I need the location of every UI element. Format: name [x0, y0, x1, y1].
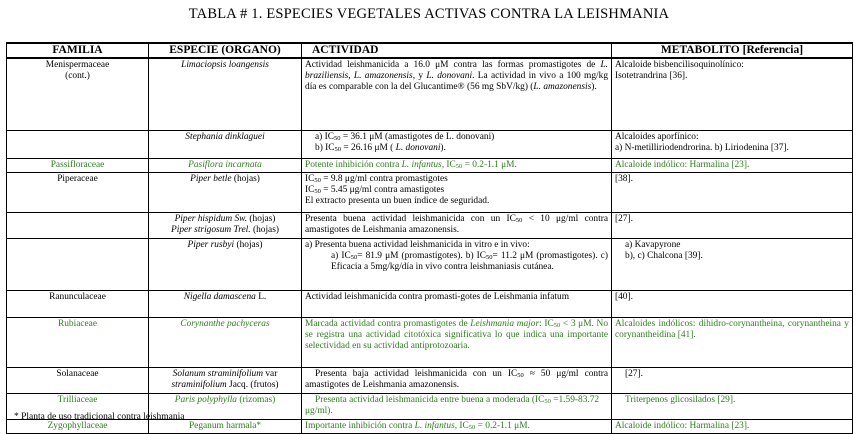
footnote: * Planta de uso tradicional contra leishmania [14, 412, 185, 422]
header-especie: ESPECIE (ORGANO) [149, 43, 302, 58]
cell-familia: Trilliaceae [7, 393, 149, 419]
cell-familia: Zygophyllaceae [7, 419, 149, 433]
table-row [7, 317, 853, 367]
table-row [7, 158, 853, 172]
table-row [7, 367, 853, 393]
cell-actividad: Marcada actividad contra promastigotes de Leishmania major: $IC_{50} < 3$ μM. No se registra una actividad citotóxica significativa lo que indica una importante selectividad en su actividad antiprotozoaria. [302, 317, 612, 367]
cell-familia: Ranunculaceae [7, 290, 149, 317]
cell-metabolito: [27]. [612, 367, 853, 393]
cell-metabolito: [27]. [612, 212, 853, 238]
cell-actividad: Importante inhibición contra L. infantus, $IC_{50} = 0.2-1.1$ μM. [302, 419, 612, 433]
table-row [7, 130, 853, 158]
species-table [6, 42, 853, 434]
cell-metabolito: a) Kavapyrone b), c) Chalcona [39]. [612, 238, 853, 290]
cell-especie: Corynanthe pachyceras [149, 317, 302, 367]
cell-actividad: Presenta buena actividad leishmanicida con un $IC_{50} < 10$ μg/ml contra amastigotes de Leishmania amazonensis. [302, 212, 612, 238]
table-row [7, 238, 853, 290]
cell-actividad: $IC_{50} = 9.8$ μg/ml contra promastigotes $IC_{50} = 5.45$ μg/ml contra amastigotes El extracto presenta un buen índice de seguridad. [302, 172, 612, 212]
cell-familia [7, 212, 149, 238]
cell-metabolito: Alcaloide indólico: Harmalina [23]. [612, 419, 853, 433]
cell-especie: Peganum harmala* [149, 419, 302, 433]
cell-familia [7, 130, 149, 158]
cell-actividad: a) Presenta buena actividad leishmanicida in vitro e in vivo: a) $IC_{50}= 81.9$ μM (promastigotes). b) $IC_{50}= 11.2$ μM (promastigotes). c) Eficacia a 5mg/kg/día in vivo contra leishmaniasis cutánea. [302, 238, 612, 290]
table-row [7, 172, 853, 212]
cell-metabolito: Alcaloides indólicos: dihidro-corynantheina, corynantheina y corynantheidina [41]. [612, 317, 853, 367]
cell-metabolito: Alcaloide indólico: Harmalina [23]. [612, 158, 853, 172]
cell-familia [7, 238, 149, 290]
cell-especie: Stephania dinklaguei [149, 130, 302, 158]
cell-especie: Paris polyphylla (rizomas) [149, 393, 302, 419]
table-title: TABLA # 1. ESPECIES VEGETALES ACTIVAS CONTRA LA LEISHMANIA [188, 6, 670, 22]
cell-actividad: Actividad leishmanicida contra promasti-gotes de Leishmania infatum [302, 290, 612, 317]
cell-metabolito: Alcaloides aporfínico: a) N-metilliriodendrorina. b) Liriodenina [37]. [612, 130, 853, 158]
cell-especie: Pasiflora incarnata [149, 158, 302, 172]
header-familia: FAMILIA [7, 43, 149, 58]
cell-metabolito: Triterpenos glicosilados [29]. [612, 393, 853, 419]
cell-metabolito: Alcaloide bisbencilisoquinolínico: Isotetrandrina [36]. [612, 58, 853, 130]
cell-actividad: Actividad leishmanicida a 16.0 μM contra las formas promastigotes de L. braziliensis, L. amazonensis, y L. donovani. La actividad in vivo a 100 mg/kg día es comparable con la del Glucantime® (56 mg SbV/kg) (L. amazonensis). [302, 58, 612, 130]
header-metabolito: METABOLITO [Referencia] [612, 43, 853, 58]
cell-actividad: Presenta actividad leishmanicida entre buena a moderada ($IC_{50} =1.59-83.72$ μg/ml). [302, 393, 612, 419]
table-row [7, 212, 853, 238]
table-row [7, 290, 853, 317]
header-row [7, 43, 853, 58]
cell-familia: Menispermaceae (cont.) [7, 58, 149, 130]
cell-familia: Solanaceae [7, 367, 149, 393]
cell-especie: Piper hispidum Sw. (hojas) Piper strigosum Trel. (hojas) [149, 212, 302, 238]
cell-especie: Piper rusbyi (hojas) [149, 238, 302, 290]
cell-actividad: Presenta baja actividad leishmanicida con un $IC_{50} \approx 50$ μg/ml contra amastigotes de Leishmania amazonensis. [302, 367, 612, 393]
cell-metabolito: [38]. [612, 172, 853, 212]
cell-especie: Limaciopsis loangensis [149, 58, 302, 130]
header-actividad: ACTIVIDAD [302, 43, 612, 58]
cell-especie: Solanum straminifolium var straminifolium Jacq. (frutos) [149, 367, 302, 393]
cell-actividad: a) $IC_{50} = 36.1$ μM (amastigotes de L. donovani) b) $IC_{50} = 26.16$ μM ( L. donovani). [302, 130, 612, 158]
table-row [7, 58, 853, 130]
cell-familia: Passifloraceae [7, 158, 149, 172]
cell-especie: Nigella damascena L. [149, 290, 302, 317]
cell-actividad: Potente inhibición contra L. infantus, $IC_{50} = 0.2-1.1$ μM. [302, 158, 612, 172]
cell-familia: Piperaceae [7, 172, 149, 212]
cell-metabolito: [40]. [612, 290, 853, 317]
cell-familia: Rubiaceae [7, 317, 149, 367]
cell-especie: Piper betle (hojas) [149, 172, 302, 212]
